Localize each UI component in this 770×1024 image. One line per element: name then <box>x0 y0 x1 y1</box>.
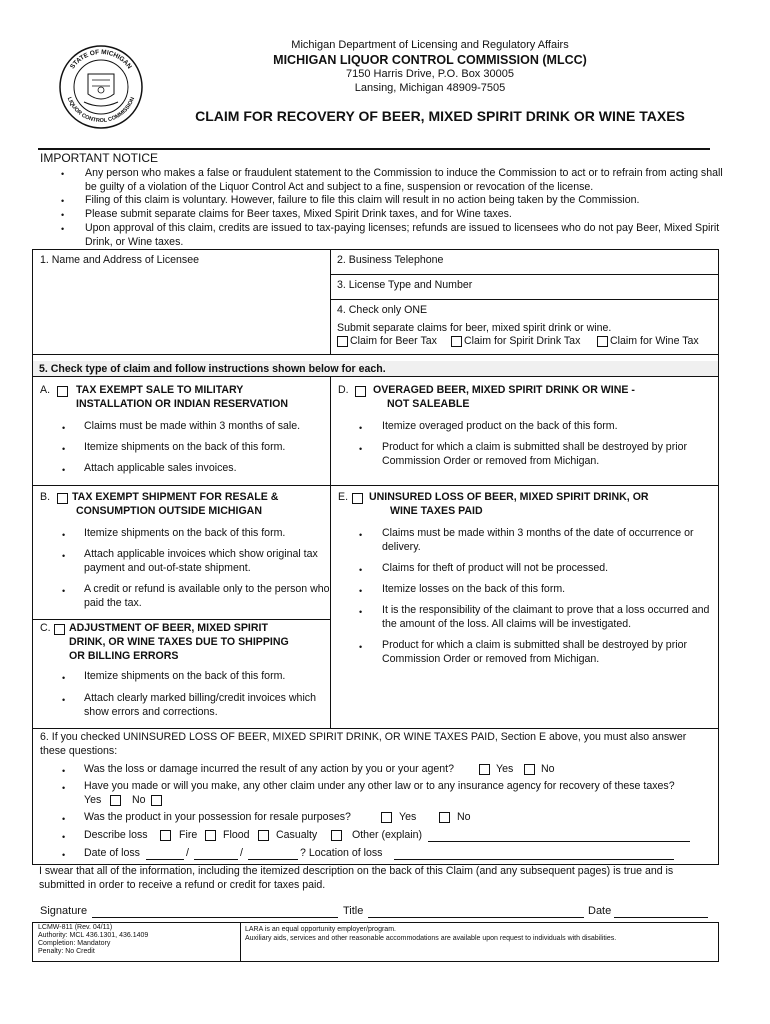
q3-yes-label: Yes <box>399 811 417 823</box>
check-one-label: 4. Check only ONE <box>337 304 428 316</box>
beer-tax-checkbox[interactable] <box>337 336 348 347</box>
flood-label: Flood <box>223 829 250 841</box>
location-label: ? Location of loss <box>300 847 383 859</box>
question-3: Was the product in your possession for resale purposes? <box>84 811 351 823</box>
q3-no-label: No <box>457 811 471 823</box>
casualty-checkbox[interactable] <box>258 830 269 841</box>
telephone-label: 2. Business Telephone <box>337 254 444 266</box>
section-d-title-1: OVERAGED BEER, MIXED SPIRIT DRINK OR WINE - <box>373 384 635 396</box>
penalty: Penalty: No Credit <box>38 948 95 955</box>
q2-yes-checkbox[interactable] <box>110 795 121 806</box>
section-b-title-1: TAX EXEMPT SHIPMENT FOR RESALE & <box>72 491 279 503</box>
accommodation-statement: Auxiliary aids, services and other reasonable accommodations are available upon request to individuals with disabilities. <box>245 935 617 942</box>
section-b-letter: B. <box>40 491 51 503</box>
section-c-checkbox[interactable] <box>54 624 65 635</box>
section-c-title-1: ADJUSTMENT OF BEER, MIXED SPIRIT <box>69 622 268 634</box>
fire-label: Fire <box>179 829 198 841</box>
date-label: Date <box>588 905 612 917</box>
section-e-title-2: WINE TAXES PAID <box>390 505 483 517</box>
authority: Authority: MCL 436.1301, 436.1409 <box>38 932 149 939</box>
date-day-input[interactable] <box>194 859 238 860</box>
section-e-item-1: Claims must be made within 3 months of the date of occurrence or delivery. <box>382 527 694 553</box>
section-a-checkbox[interactable] <box>57 386 68 397</box>
section-e-checkbox[interactable] <box>352 493 363 504</box>
completion: Completion: Mandatory <box>38 940 111 947</box>
section-c-title-3: OR BILLING ERRORS <box>69 650 179 662</box>
other-checkbox[interactable] <box>331 830 342 841</box>
seal-bottom-text: LIQUOR CONTROL COMMISSION <box>65 96 137 125</box>
wine-tax-label: Claim for Wine Tax <box>610 335 699 347</box>
notice-heading: IMPORTANT NOTICE <box>40 151 159 165</box>
section-d-item-1: Itemize overaged product on the back of this form. <box>382 420 618 432</box>
swear-statement: I swear that all of the information, including the itemized description on the back of this Claim (and any subsequent pages) is true and is submitted in order to receive a refund or credit for taxes paid. <box>39 865 674 891</box>
section-a-item-2: Itemize shipments on the back of this form. <box>84 441 286 453</box>
notice-bullet-2: Filing of this claim is voluntary. However, failure to file this claim will result in no action being taken by the Commission. <box>85 194 640 206</box>
date-slash-1: / <box>186 847 189 859</box>
date-year-input[interactable] <box>248 859 298 860</box>
section-b-item-3: A credit or refund is available only to the person who paid the tax. <box>84 583 330 609</box>
question-2: Have you made or will you make, any other claim under any other law or to any insurance agency for recovery of these taxes? <box>84 780 675 792</box>
q1-yes-label: Yes <box>496 763 514 775</box>
commission-name: MICHIGAN LIQUOR CONTROL COMMISSION (MLCC) <box>273 53 587 67</box>
section6-intro: 6. If you checked UNINSURED LOSS OF BEER, MIXED SPIRIT DRINK, OR WINE TAXES PAID, Section E above, you must also answer these questions: <box>40 731 687 757</box>
section-e-item-4: It is the responsibility of the claimant to prove that a loss occurred and the amount of the loss. All claims will be investigated. <box>382 604 710 630</box>
section-b-title-2: CONSUMPTION OUTSIDE MICHIGAN <box>76 505 262 517</box>
q2-no-checkbox[interactable] <box>151 795 162 806</box>
address-line-2: Lansing, Michigan 48909-7505 <box>354 82 506 94</box>
q1-yes-checkbox[interactable] <box>479 764 490 775</box>
date-month-input[interactable] <box>146 859 184 860</box>
q3-no-checkbox[interactable] <box>439 812 450 823</box>
section-e-item-2: Claims for theft of product will not be processed. <box>382 562 609 574</box>
section-b-item-1: Itemize shipments on the back of this form. <box>84 527 286 539</box>
section-a-title-1: TAX EXEMPT SALE TO MILITARY <box>76 384 244 396</box>
spirit-tax-checkbox[interactable] <box>451 336 462 347</box>
section-c-item-2: Attach clearly marked billing/credit invoices which show errors and corrections. <box>84 692 316 718</box>
michigan-seal-icon <box>58 44 144 130</box>
q1-no-label: No <box>541 763 555 775</box>
other-explain-input[interactable] <box>428 841 690 842</box>
describe-loss-label: Describe loss <box>84 829 148 841</box>
address-line-1: 7150 Harris Drive, P.O. Box 30005 <box>346 68 514 80</box>
spirit-tax-label: Claim for Spirit Drink Tax <box>464 335 581 347</box>
section-d-letter: D. <box>338 384 349 396</box>
wine-tax-checkbox[interactable] <box>597 336 608 347</box>
section-a-title-2: INSTALLATION OR INDIAN RESERVATION <box>76 398 289 410</box>
name-address-label: 1. Name and Address of Licensee <box>40 254 200 266</box>
casualty-label: Casualty <box>276 829 318 841</box>
q1-no-checkbox[interactable] <box>524 764 535 775</box>
name-address-input[interactable] <box>36 270 326 350</box>
date-slash-2: / <box>240 847 243 859</box>
form-title: CLAIM FOR RECOVERY OF BEER, MIXED SPIRIT DRINK OR WINE TAXES <box>195 108 685 124</box>
signature-label: Signature <box>40 905 88 917</box>
section-d-checkbox[interactable] <box>355 386 366 397</box>
department-name: Michigan Department of Licensing and Regulatory Affairs <box>291 39 569 51</box>
title-input[interactable] <box>368 917 584 918</box>
section-e-title-1: UNINSURED LOSS OF BEER, MIXED SPIRIT DRINK, OR <box>369 491 649 503</box>
title-label: Title <box>343 905 364 917</box>
question-1: Was the loss or damage incurred the result of any action by you or your agent? <box>84 763 454 775</box>
flood-checkbox[interactable] <box>205 830 216 841</box>
title-divider <box>38 148 710 150</box>
q3-yes-checkbox[interactable] <box>381 812 392 823</box>
section-d-item-2: Product for which a claim is submitted shall be destroyed by prior Commission Order or removed from Michigan. <box>382 441 687 467</box>
section-d-title-2: NOT SALEABLE <box>387 398 470 410</box>
check-one-note: Submit separate claims for beer, mixed spirit drink or wine. <box>337 322 612 334</box>
eeo-statement: LARA is an equal opportunity employer/program. <box>245 926 396 933</box>
form-number: LCMW-811 (Rev. 04/11) <box>38 924 113 931</box>
signature-input[interactable] <box>92 917 338 918</box>
section-c-item-1: Itemize shipments on the back of this form. <box>84 670 286 682</box>
section5-heading: 5. Check type of claim and follow instructions shown below for each. <box>39 363 386 375</box>
notice-bullet-1: Any person who makes a false or fraudulent statement to the Commission to induce the Commission to act or to refrain from acting shall be guilty of a violation of the Liquor Control Act and subject to a fine, suspension or revocation of the license. <box>85 167 723 193</box>
license-type-label: 3. License Type and Number <box>337 279 473 291</box>
section-e-item-3: Itemize losses on the back of this form. <box>382 583 566 595</box>
section-a-letter: A. <box>40 384 51 396</box>
location-input[interactable] <box>394 859 674 860</box>
fire-checkbox[interactable] <box>160 830 171 841</box>
date-input[interactable] <box>614 917 708 918</box>
section-b-item-2: Attach applicable invoices which show original tax payment and out-of-state shipment. <box>84 548 318 574</box>
section-e-item-5: Product for which a claim is submitted shall be destroyed by prior Commission Order or removed from Michigan. <box>382 639 687 665</box>
date-of-loss-label: Date of loss <box>84 847 140 859</box>
section-c-title-2: DRINK, OR WINE TAXES DUE TO SHIPPING <box>69 636 289 648</box>
section-b-checkbox[interactable] <box>57 493 68 504</box>
q2-yes-label: Yes <box>84 794 102 806</box>
q2-no-label: No <box>132 794 146 806</box>
section-c-letter: C. <box>40 622 51 634</box>
beer-tax-label: Claim for Beer Tax <box>350 335 437 347</box>
section-e-letter: E. <box>338 491 349 503</box>
seal-top-text: STATE OF MICHIGAN <box>69 48 133 71</box>
notice-bullet-4: Upon approval of this claim, credits are issued to tax-paying licenses; refunds are issued to licensees who do not pay Beer, Mixed Spirit Drink, or Wine taxes. <box>85 222 720 248</box>
section-a-item-3: Attach applicable sales invoices. <box>84 462 237 474</box>
other-label: Other (explain) <box>352 829 423 841</box>
section-a-item-1: Claims must be made within 3 months of sale. <box>84 420 301 432</box>
notice-bullet-3: Please submit separate claims for Beer taxes, Mixed Spirit Drink taxes, and for Wine taxes. <box>85 208 512 220</box>
